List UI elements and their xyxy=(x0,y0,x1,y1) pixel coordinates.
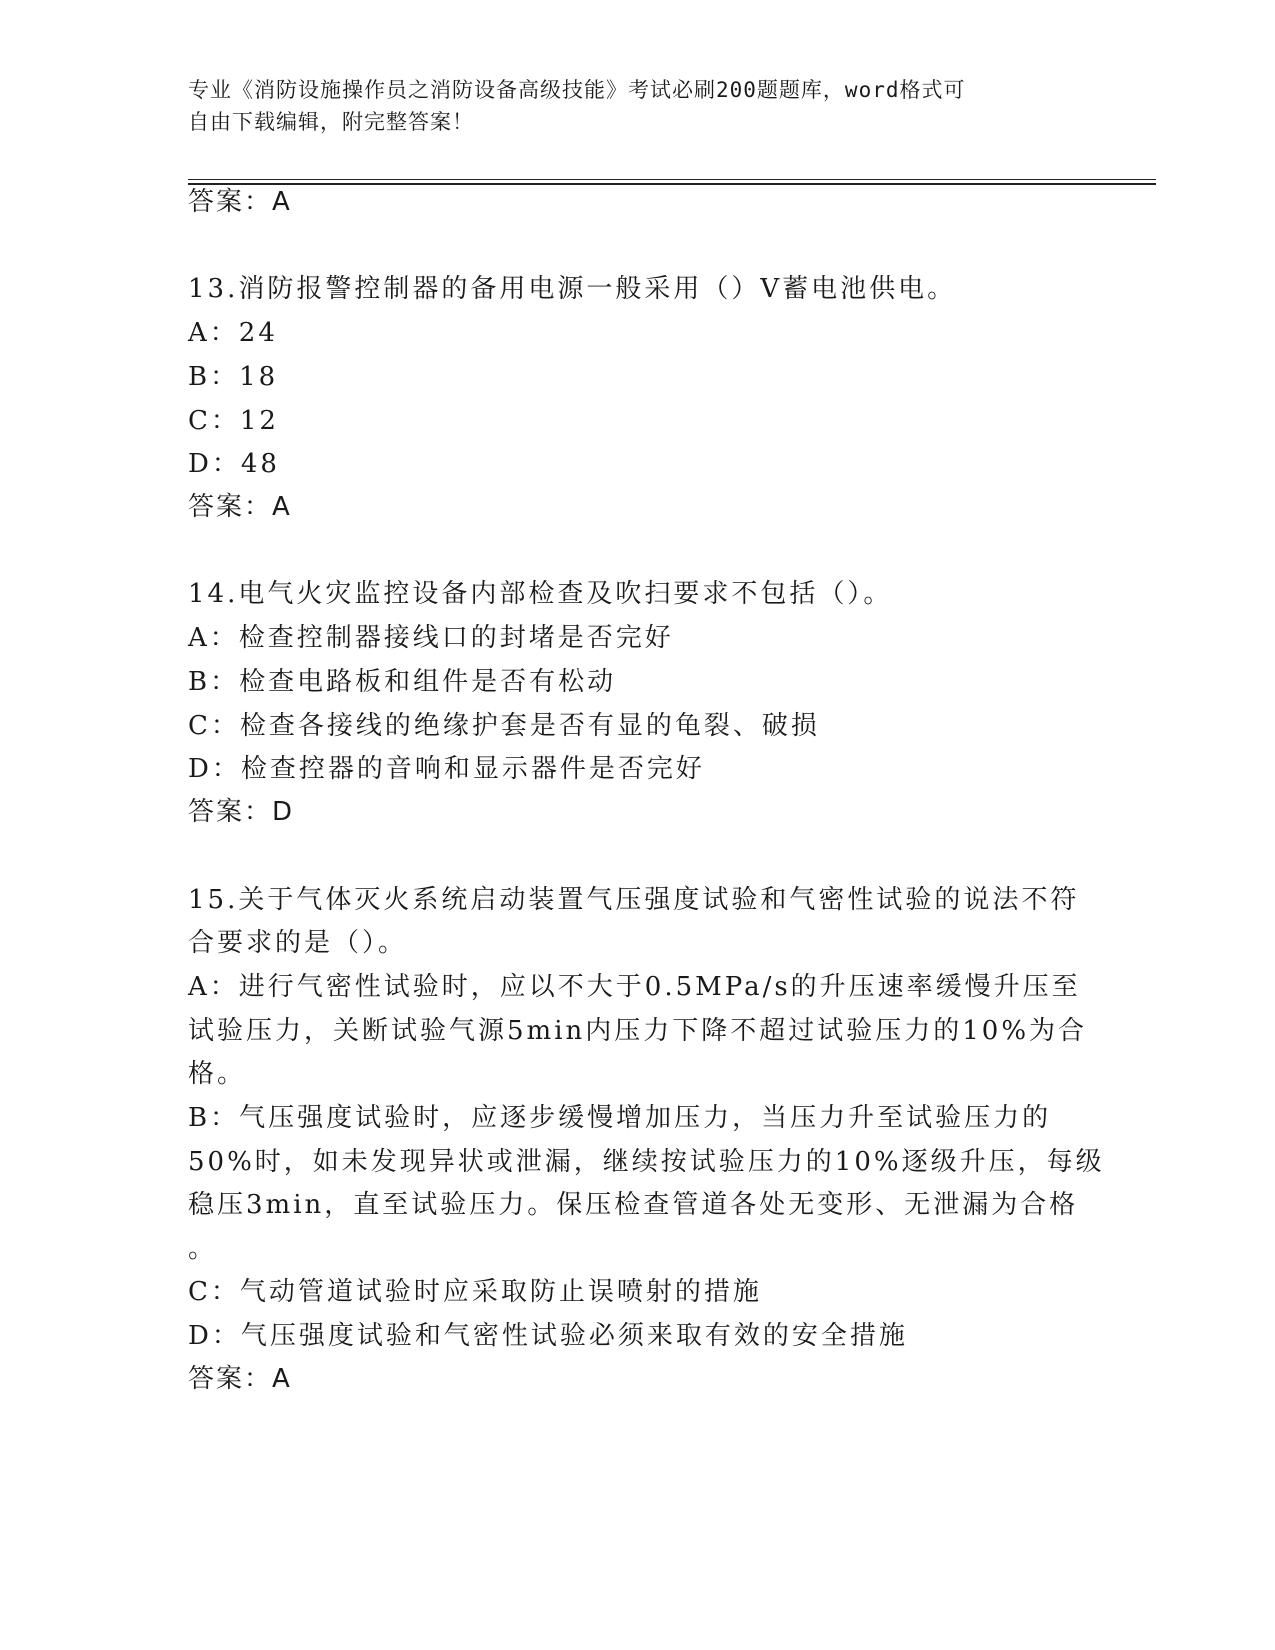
q15-stem-line-1: 15.关于气体灭火系统启动装置气压强度试验和气密性试验的说法不符 xyxy=(188,885,1080,915)
q13-option-a: A：24 xyxy=(188,318,278,348)
header-line-1: 专业《消防设施操作员之消防设备高级技能》考试必刷200题题库，word格式可 xyxy=(188,78,966,102)
q15-option-b-line-1: B：气压强度试验时，应逐步缓慢增加压力，当压力升至试验压力的 xyxy=(188,1103,1052,1133)
q14-answer: 答案：D xyxy=(188,797,295,827)
q15-option-a-line-1: A：进行气密性试验时，应以不大于0.5MPa/s的升压速率缓慢升压至 xyxy=(188,972,1081,1002)
q15-option-a-line-3: 格。 xyxy=(188,1059,247,1089)
q15-stem-line-2: 合要求的是（）。 xyxy=(188,928,408,958)
q14-option-a: A：检查控制器接线口的封堵是否完好 xyxy=(188,623,674,653)
header-line-2: 自由下载编辑，附完整答案！ xyxy=(188,110,474,134)
q13-option-c: C：12 xyxy=(188,406,279,436)
prev-answer: 答案：A xyxy=(188,187,292,217)
q14-option-d: D：检查控器的音响和显示器件是否完好 xyxy=(188,754,705,784)
q14-stem: 14.电气火灾监控设备内部检查及吹扫要求不包括（）。 xyxy=(188,579,893,609)
header-divider-thin xyxy=(188,179,1156,180)
q14-option-c: C：检查各接线的绝缘护套是否有显的龟裂、破损 xyxy=(188,711,820,741)
q15-option-c: C：气动管道试验时应采取防止误喷射的措施 xyxy=(188,1277,762,1307)
q15-option-b-line-3: 稳压3min，直至试验压力。保压检查管道各处无变形、无泄漏为合格 xyxy=(188,1190,1079,1220)
q15-answer: 答案：A xyxy=(188,1364,292,1394)
q13-option-d: D：48 xyxy=(188,449,280,479)
q15-option-b-line-4: 。 xyxy=(188,1234,218,1264)
page-header xyxy=(188,74,1078,138)
header-divider-thick xyxy=(188,183,1156,185)
q14-option-b: B：检查电路板和组件是否有松动 xyxy=(188,667,617,697)
q13-answer: 答案：A xyxy=(188,492,292,522)
q13-stem: 13.消防报警控制器的备用电源一般采用（）V蓄电池供电。 xyxy=(188,274,957,304)
q15-option-a-line-2: 试验压力，关断试验气源5min内压力下降不超过试验压力的10%为合 xyxy=(188,1016,1088,1046)
q15-option-d: D：气压强度试验和气密性试验必须来取有效的安全措施 xyxy=(188,1321,908,1351)
q15-option-b-line-2: 50%时，如未发现异状或泄漏，继续按试验压力的10%逐级升压，每级 xyxy=(188,1147,1105,1177)
q13-option-b: B：18 xyxy=(188,362,279,392)
